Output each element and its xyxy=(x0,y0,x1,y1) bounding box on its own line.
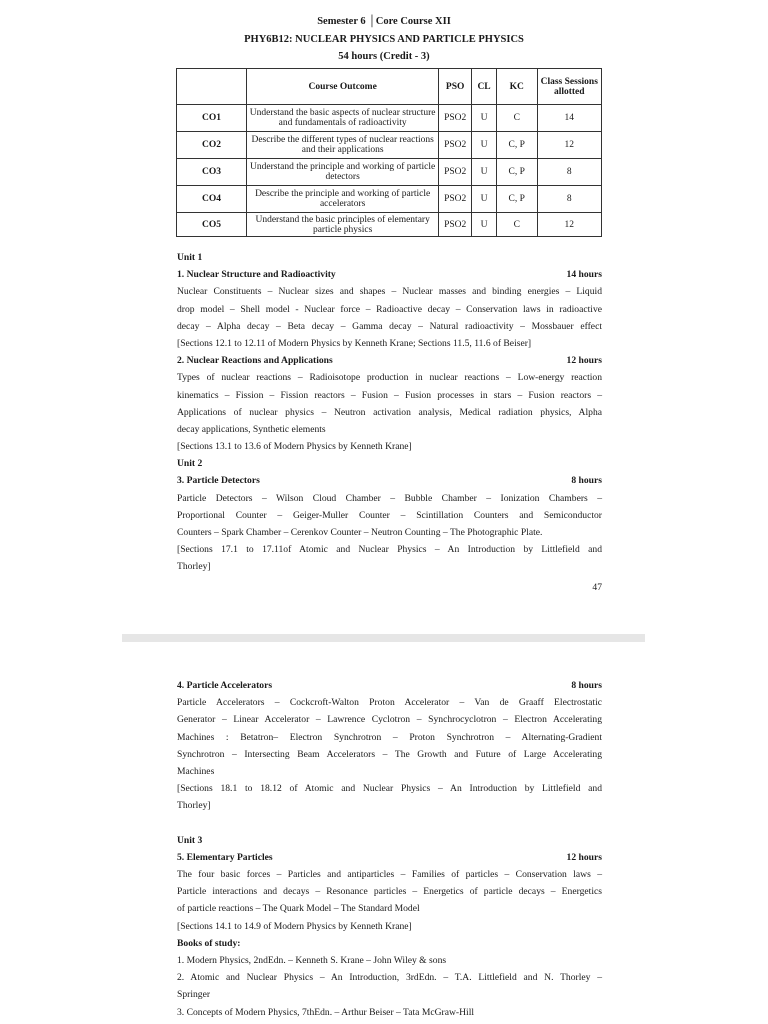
syllabus-body-2 xyxy=(177,677,602,1021)
text-line: Particle Accelerators – Cockcroft-Walton Proton Accelerator – Van de Graaff Electrostatic xyxy=(177,697,602,709)
text-line: Types of nuclear reactions – Radioisotope production in nuclear reactions – Low-energy reaction xyxy=(177,372,602,384)
unit-heading: Unit 2 xyxy=(177,458,203,470)
col-sessions: Class Sessions allotted xyxy=(537,69,601,105)
unit-heading: Unit 3 xyxy=(177,834,203,846)
text-line: Applications of nuclear physics – Neutron activation analysis, Medical radiation physics, Alpha xyxy=(177,406,602,418)
table-row: CO5 Understand the basic principles of elementary particle physics PSO2 U C 12 xyxy=(177,213,602,237)
section-heading: 5. Elementary Particles 12 hours xyxy=(177,851,602,863)
reference-line: [Sections 13.1 to 13.6 of Modern Physics by Kenneth Krane] xyxy=(177,441,412,453)
col-course-outcome: Course Outcome xyxy=(247,69,439,105)
table-row: CO3 Understand the principle and working of particle detectors PSO2 U C, P 8 xyxy=(177,159,602,186)
page-number: 47 xyxy=(592,582,602,593)
reference-line: [Sections 18.1 to 18.12 of Atomic and Nuclear Physics – An Introduction by Littlefield and xyxy=(177,783,602,795)
text-line: Counters – Spark Chamber – Cerenkov Counter – Neutron Counting – The Photographic Plate. xyxy=(177,527,543,538)
reference-line: Thorley] xyxy=(177,800,211,812)
reference-line: Thorley] xyxy=(177,561,211,573)
unit-heading: Unit 1 xyxy=(177,252,203,263)
page-separator xyxy=(122,634,645,642)
text-line: kinematics – Fission – Fission reactors – Fusion – Fusion processes in stars – Fusion reactors – xyxy=(177,389,602,401)
table-header-row xyxy=(177,69,602,105)
text-line: of particle reactions – The Quark Model – The Standard Model xyxy=(177,903,420,915)
course-title: PHY6B12: NUCLEAR PHYSICS AND PARTICLE PHYSICS xyxy=(244,34,524,45)
text-line: Proportional Counter – Geiger-Muller Counter – Scintillation Counters and Semiconductor xyxy=(177,509,602,521)
book-item: 3. Concepts of Modern Physics, 7thEdn. – Arthur Beiser – Tata McGraw-Hill xyxy=(177,1006,475,1018)
books-heading: Books of study: xyxy=(177,937,241,949)
col-cl: CL xyxy=(472,69,497,105)
section-heading: 3. Particle Detectors 8 hours xyxy=(177,475,602,487)
course-outcome-table xyxy=(176,68,602,237)
book-item: Springer xyxy=(177,989,211,1001)
table-row: CO1 Understand the basic aspects of nuclear structure and fundamentals of radioactivity PSO2 U C 14 xyxy=(177,105,602,132)
table-row: CO4 Describe the principle and working of particle accelerators PSO2 U C, P 8 xyxy=(177,186,602,213)
text-line: decay applications, Synthetic elements xyxy=(177,423,326,435)
text-line: Nuclear Constituents – Nuclear sizes and shapes – Nuclear masses and binding energies – Liquid xyxy=(177,286,602,298)
text-line: Generator – Linear Accelerator – Lawrence Cyclotron – Synchrocyclotron – Electron Accelerating xyxy=(177,714,602,726)
text-line: Synchrotron – Intersecting Beam Accelerators – The Growth and Future of Large Accelerating xyxy=(177,748,602,760)
syllabus-body-1 xyxy=(177,249,602,576)
text-line: Machines : Betatron– Electron Synchrotron – Proton Synchrotron – Alternating-Gradient xyxy=(177,731,602,743)
page-48 xyxy=(0,652,768,1024)
col-kc: KC xyxy=(496,69,537,105)
text-line: The four basic forces – Particles and antiparticles – Families of particles – Conservation laws – xyxy=(177,869,602,881)
book-item: 1. Modern Physics, 2ndEdn. – Kenneth S. Krane – John Wiley & sons xyxy=(177,955,447,966)
table-row: CO2 Describe the different types of nuclear reactions and their applications PSO2 U C, P 12 xyxy=(177,132,602,159)
text-line: Particle interactions and decays – Resonance particles – Energetics of particle decays – Energetics xyxy=(177,886,602,898)
section-heading: 2. Nuclear Reactions and Applications 12 hours xyxy=(177,355,602,367)
col-pso: PSO xyxy=(439,69,472,105)
section-heading: 4. Particle Accelerators 8 hours xyxy=(177,680,602,691)
hours-credit: 54 hours (Credit - 3) xyxy=(338,51,430,62)
text-line: Machines xyxy=(177,765,215,777)
text-line: drop model – Shell model - Nuclear force – Radioactive decay – Conservation laws in radioactive xyxy=(177,303,602,315)
reference-line: [Sections 17.1 to 17.11of Atomic and Nuclear Physics – An Introduction by Littlefield and xyxy=(177,544,602,556)
book-item: 2. Atomic and Nuclear Physics – An Introduction, 3rdEdn. – T.A. Littlefield and N. Thorley – xyxy=(177,972,602,984)
semester-heading: Semester 6 │Core Course XII xyxy=(317,16,451,27)
section-heading: 1. Nuclear Structure and Radioactivity 14 hours xyxy=(177,269,602,281)
text-line: Particle Detectors – Wilson Cloud Chamber – Bubble Chamber – Ionization Chambers – xyxy=(177,492,602,504)
reference-line: [Sections 12.1 to 12.11 of Modern Physics by Kenneth Krane; Sections 11.5, 11.6 of Beiser] xyxy=(177,337,532,349)
text-line: decay – Alpha decay – Beta decay – Gamma decay – Natural radioactivity – Mossbauer effect xyxy=(177,320,602,332)
reference-line: [Sections 14.1 to 14.9 of Modern Physics by Kenneth Krane] xyxy=(177,920,412,932)
